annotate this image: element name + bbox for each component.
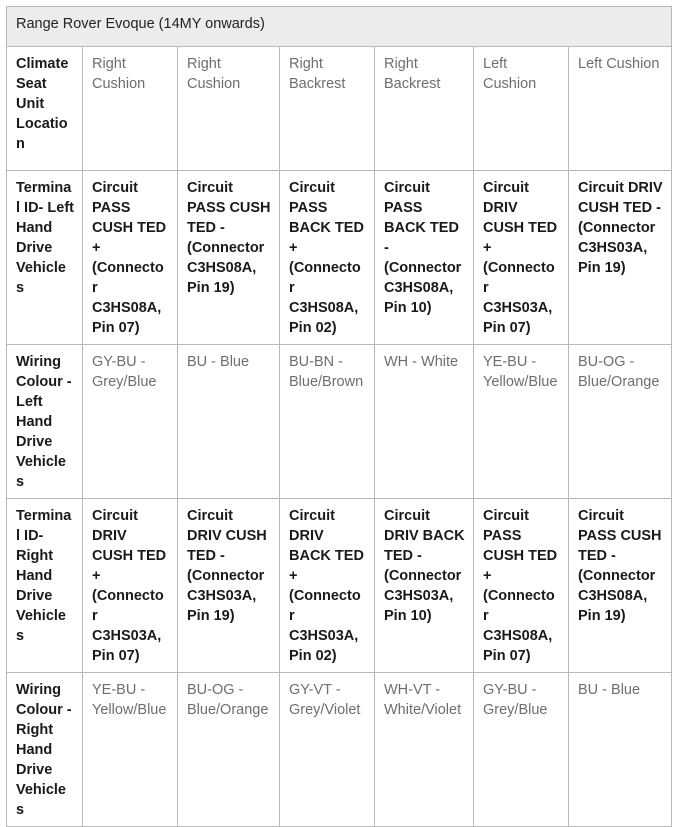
table-cell: BU - Blue: [178, 345, 280, 499]
table-cell: BU-BN - Blue/Brown: [280, 345, 375, 499]
table-cell: BU-OG - Blue/Orange: [178, 673, 280, 827]
row-terminal-lhd: [7, 171, 672, 345]
table-cell: Right Backrest: [375, 47, 474, 171]
table-cell: Circuit DRIV CUSH TED + (Connector C3HS03A, Pin 07): [474, 171, 569, 345]
seat-unit-table: [6, 6, 672, 827]
table-cell: Circuit DRIV CUSH TED - (Connector C3HS03A, Pin 19): [178, 499, 280, 673]
table-cell: YE-BU - Yellow/Blue: [474, 345, 569, 499]
table-cell: YE-BU - Yellow/Blue: [83, 673, 178, 827]
table-cell: GY-BU - Grey/Blue: [83, 345, 178, 499]
table-cell: Left Cushion: [569, 47, 672, 171]
table-cell: Circuit DRIV BACK TED + (Connector C3HS03A, Pin 02): [280, 499, 375, 673]
row-wiring-lhd: [7, 345, 672, 499]
table-cell: Circuit DRIV BACK TED - (Connector C3HS03A, Pin 10): [375, 499, 474, 673]
table-cell: Right Cushion: [178, 47, 280, 171]
table-cell: Circuit DRIV CUSH TED + (Connector C3HS03A, Pin 07): [83, 499, 178, 673]
row-terminal-rhd: [7, 499, 672, 673]
table-cell: BU-OG - Blue/Orange: [569, 345, 672, 499]
table-cell: Circuit DRIV CUSH TED - (Connector C3HS03A, Pin 19): [569, 171, 672, 345]
table-cell: WH - White: [375, 345, 474, 499]
table-cell: Right Backrest: [280, 47, 375, 171]
table-cell: BU - Blue: [569, 673, 672, 827]
table-cell: GY-VT - Grey/Violet: [280, 673, 375, 827]
row-label: Climate Seat Unit Location: [7, 47, 83, 171]
table-cell: Circuit PASS CUSH TED + (Connector C3HS08A, Pin 07): [474, 499, 569, 673]
table-cell: Left Cushion: [474, 47, 569, 171]
table-cell: Circuit PASS CUSH TED - (Connector C3HS08A, Pin 19): [569, 499, 672, 673]
table-cell: Circuit PASS BACK TED + (Connector C3HS08A, Pin 02): [280, 171, 375, 345]
table-cell: Right Cushion: [83, 47, 178, 171]
row-label: Terminal ID- Right Hand Drive Vehicles: [7, 499, 83, 673]
row-wiring-rhd: [7, 673, 672, 827]
table-cell: WH-VT - White/Violet: [375, 673, 474, 827]
row-label: Terminal ID- Left Hand Drive Vehicles: [7, 171, 83, 345]
table-cell: Circuit PASS CUSH TED - (Connector C3HS08A, Pin 19): [178, 171, 280, 345]
table-cell: Circuit PASS CUSH TED + (Connector C3HS08A, Pin 07): [83, 171, 178, 345]
row-location: [7, 47, 672, 171]
row-label: Wiring Colour - Right Hand Drive Vehicles: [7, 673, 83, 827]
row-label: Wiring Colour - Left Hand Drive Vehicles: [7, 345, 83, 499]
table-cell: GY-BU - Grey/Blue: [474, 673, 569, 827]
table-cell: Circuit PASS BACK TED - (Connector C3HS08A, Pin 10): [375, 171, 474, 345]
table-title: Range Rover Evoque (14MY onwards): [7, 7, 672, 47]
